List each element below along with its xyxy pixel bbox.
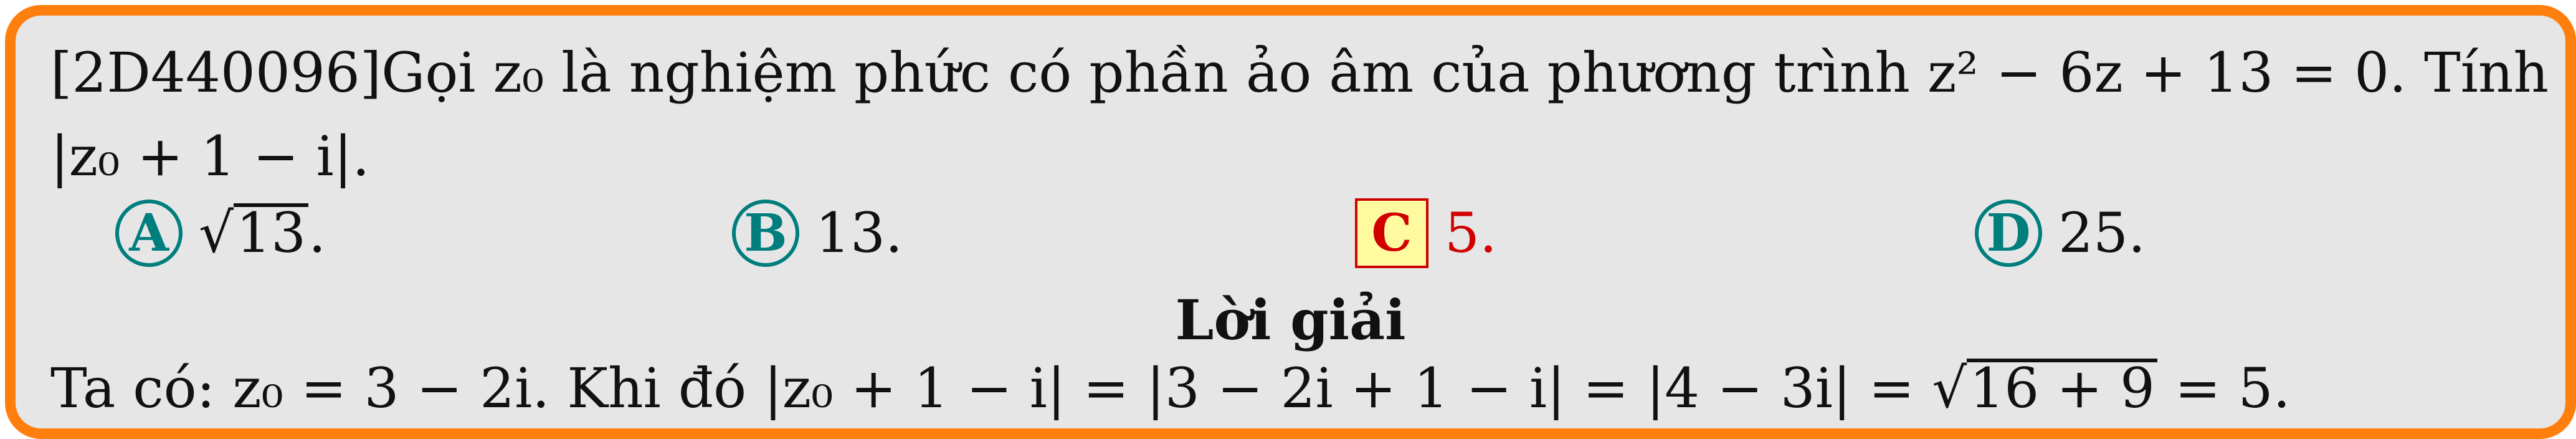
option-c-letter-badge: C — [1355, 198, 1428, 268]
option-d-letter-badge: D — [1975, 200, 2042, 267]
option-b-letter-badge: B — [732, 200, 799, 267]
option-d[interactable] — [1975, 196, 2146, 267]
option-a-value: √13. — [199, 201, 326, 266]
option-b-value: 13. — [815, 201, 903, 266]
option-d-value: 25. — [2058, 201, 2146, 266]
question-line-1: [2D440096]Gọi z₀ là nghiệm phức có phần ảo âm của phương trình z² − 6z + 13 = 0. Tính — [50, 41, 2549, 105]
solution-text-before-root: Ta có: z₀ = 3 − 2i. Khi đó |z₀ + 1 − i| = |3 − 2i + 1 − i| = |4 − 3i| = — [50, 356, 1932, 420]
solution-title: Lời giải — [1175, 287, 1406, 352]
option-a-suffix: . — [308, 201, 326, 266]
solution-text: Ta có: z₀ = 3 − 2i. Khi đó |z₀ + 1 − i| = |3 − 2i + 1 − i| = |4 − 3i| = √16 + 9 = 5. — [50, 356, 2291, 420]
option-c-value: 5. — [1445, 201, 1497, 266]
option-a-radicand: 13 — [234, 203, 308, 259]
solution-text-after-root: = 5. — [2157, 356, 2291, 420]
option-a[interactable] — [115, 196, 326, 267]
question-card — [5, 5, 2576, 439]
option-a-letter-badge: A — [115, 200, 183, 267]
question-line-2: |z₀ + 1 − i|. — [50, 124, 370, 188]
option-b[interactable] — [732, 196, 903, 267]
solution-radicand: 16 + 9 — [1967, 359, 2157, 415]
option-c-correct[interactable] — [1355, 196, 1497, 268]
